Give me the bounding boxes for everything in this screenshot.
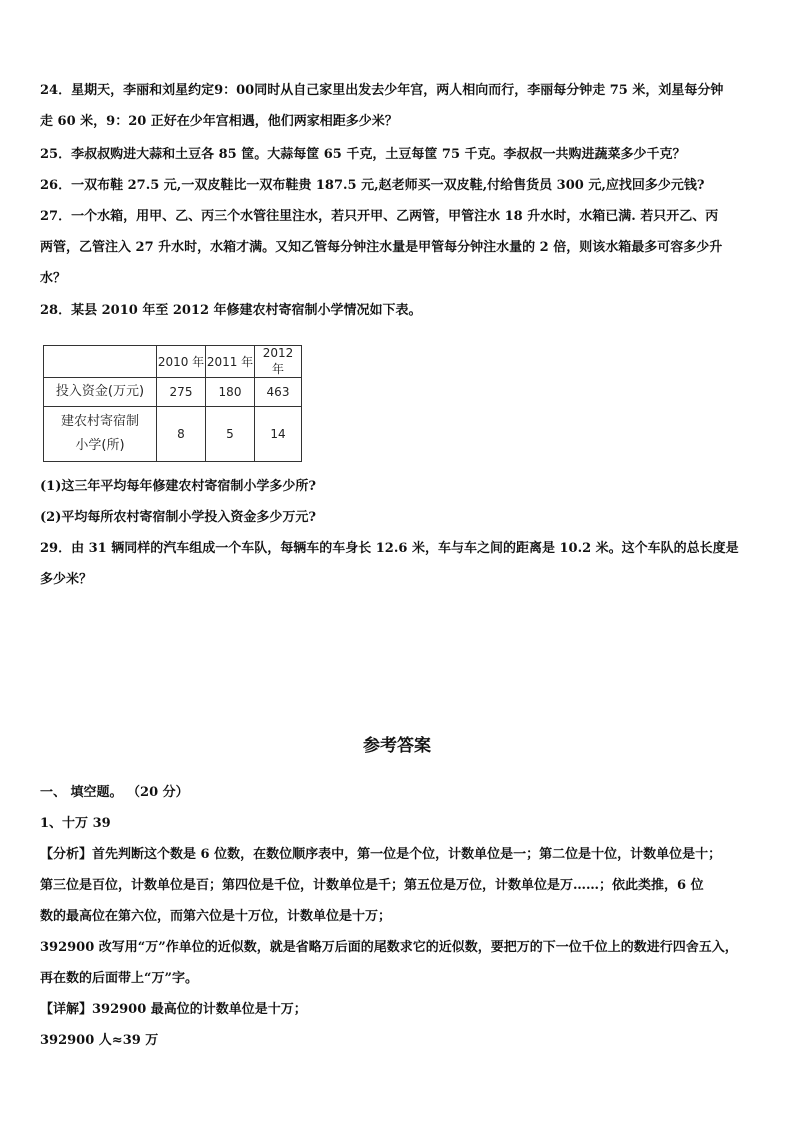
table-cell: 8 [157,407,206,462]
question-24-line-1: 24．星期天，李丽和刘星约定9：00同时从自己家里出发去少年宫，两人相向而行，李丽每分钟走 75 米，刘星每分钟 [40,83,724,98]
table-row-label-line-2: 小学(所) [75,438,125,453]
table-cell: 5 [206,407,255,462]
table-cell: 463 [255,378,302,407]
table-row-label [44,407,157,462]
result-line: 392900 人≈39 万 [40,1033,159,1048]
question-27-line-2: 两管，乙管注入 27 升水时，水箱才满。又知乙管每分钟注水量是甲管每分钟注水量的 2 倍，则该水箱最多可容多少升 [40,240,723,255]
analysis-line-3: 数的最高位在第六位，而第六位是十万位，计数单位是十万； [40,909,392,924]
question-29 [40,533,758,595]
table-row [44,407,302,462]
question-27 [40,201,758,294]
question-26 [40,170,758,201]
question-29-line-2: 多少米？ [40,572,93,587]
analysis-line-2: 第三位是百位，计数单位是百；第四位是千位，计数单位是千；第五位是万位，计数单位是万……；依此类推，6 位 [40,878,704,893]
answer-1: 1、十万 39 [40,816,111,831]
question-28-sub-2: (2)平均每所农村寄宿制小学投入资金多少万元? [40,510,316,525]
answers-title: 参考答案 [363,736,431,756]
table-row-label-line-1: 建农村寄宿制 [60,414,139,429]
table-row-label: 投入资金(万元) [44,378,157,407]
question-28-intro [40,295,758,326]
table-header-row [44,346,302,378]
table-row [44,378,302,407]
table-header-cell: 2010 年 [157,346,206,378]
question-27-line-3: 水？ [40,271,67,286]
question-28-sub-1: (1)这三年平均每年修建农村寄宿制小学多少所? [40,479,316,494]
table-header-cell: 2011 年 [206,346,255,378]
analysis-line-1: 【分析】首先判断这个数是 6 位数，在数位顺序表中，第一位是个位，计数单位是一；第二位是十位，计数单位是十； [40,847,722,862]
answers-section-heading: 一、 填空题。 （20 分） [40,785,189,800]
detail-line: 【详解】392900 最高位的计数单位是十万； [40,1002,307,1017]
question-27-line-1: 27．一个水箱，用甲、乙、丙三个水管往里注水，若只开甲、乙两管，甲管注水 18 升水时，水箱已满. 若只开乙、丙 [40,209,719,224]
question-28-intro-text: 28．某县 2010 年至 2012 年修建农村寄宿制小学情况如下表。 [40,303,422,318]
question-24-line-2: 走 60 米，9：20 正好在少年宫相遇，他们两家相距多少米？ [40,114,398,129]
question-28-subquestions [40,471,758,533]
approx-line-1: 392900 改写用“万”作单位的近似数，就是省略万后面的尾数求它的近似数，要把万的下一位千位上的数进行四舍五入， [40,940,738,955]
question-26-text: 26．一双布鞋 27.5 元,一双皮鞋比一双布鞋贵 187.5 元,赵老师买一双皮鞋,付给售货员 300 元,应找回多少元钱? [40,178,705,193]
table-header-cell: 2012 年 [255,346,302,378]
table-cell: 275 [157,378,206,407]
table-cell: 14 [255,407,302,462]
question-25-text: 25．李叔叔购进大蒜和土豆各 85 筐。大蒜每筐 65 千克，土豆每筐 75 千克。李叔叔一共购进蔬菜多少千克？ [40,147,686,162]
question-24 [40,75,758,137]
table-header-cell [44,346,157,378]
approx-line-2: 再在数的后面带上“万”字。 [40,971,198,986]
answers-block [40,777,758,1056]
table-cell: 180 [206,378,255,407]
question-29-line-1: 29．由 31 辆同样的汽车组成一个车队，每辆车的车身长 12.6 米，车与车之间的距离是 10.2 米。这个车队的总长度是 [40,541,739,556]
question-25 [40,139,758,170]
school-construction-table [43,345,302,462]
